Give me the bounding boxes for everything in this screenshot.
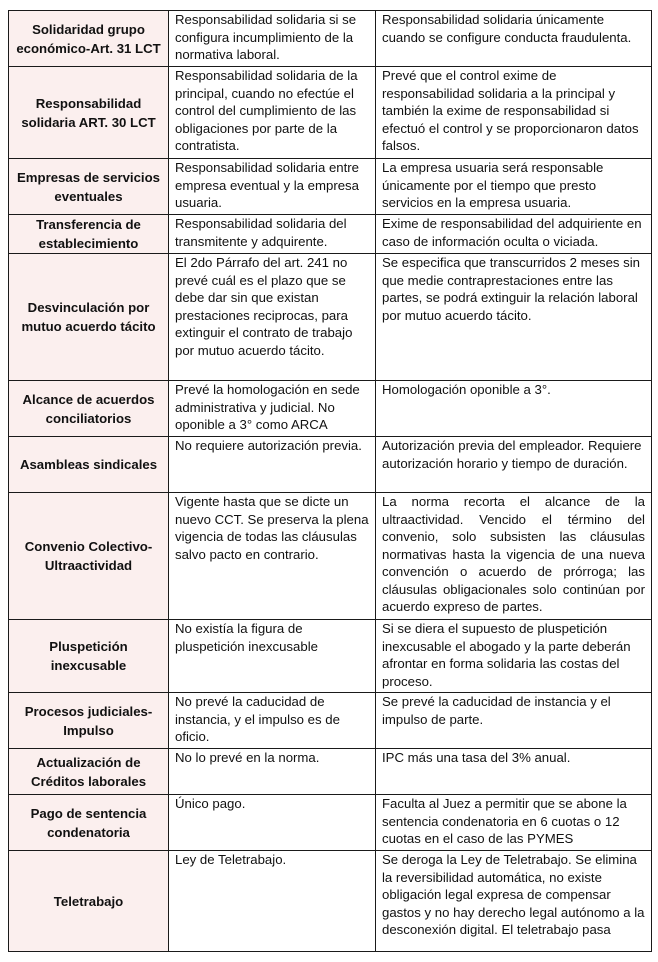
document-page xyxy=(8,10,651,952)
new-regime-cell: La empresa usuaria será responsable únicamente por el tiempo que presto servicios en la empresa usuaria. xyxy=(376,159,652,215)
row-topic: Alcance de acuerdos conciliatorios xyxy=(9,381,169,437)
table-row xyxy=(9,11,652,67)
table-row xyxy=(9,381,652,437)
row-topic: Procesos judiciales-Impulso xyxy=(9,693,169,749)
new-regime-cell: Exime de responsabilidad del adquiriente en caso de información oculta o viciada. xyxy=(376,215,652,254)
row-topic: Teletrabajo xyxy=(9,851,169,952)
new-regime-cell: Se deroga la Ley de Teletrabajo. Se elimina la reversibilidad automática, no existe obligación legal expresa de compensar gastos y no hay derecho legal autónomo a la desconexión digital. El teletrabajo pasa xyxy=(376,851,652,952)
table-row xyxy=(9,437,652,493)
new-regime-cell: Responsabilidad solidaria únicamente cuando se configure conducta fraudulenta. xyxy=(376,11,652,67)
previous-regime-cell: Responsabilidad solidaria del transmitente y adquirente. xyxy=(169,215,376,254)
new-regime-cell: La norma recorta el alcance de la ultraactividad. Vencido el término del convenio, solo subsisten las cláusulas normativas hasta la vigencia de una nueva convención o acuerdo de prórroga; las cláusulas obligacionales solo continúan por acuerdo expreso de partes. xyxy=(376,493,652,620)
table-row xyxy=(9,159,652,215)
table-row xyxy=(9,493,652,620)
new-regime-cell: Se especifica que transcurridos 2 meses sin que medie contraprestaciones entre las partes, se podrá extinguir la relación laboral por mutuo acuerdo tácito. xyxy=(376,254,652,381)
table-row xyxy=(9,254,652,381)
table-row xyxy=(9,620,652,693)
row-topic: Solidaridad grupo económico-Art. 31 LCT xyxy=(9,11,169,67)
row-topic: Asambleas sindicales xyxy=(9,437,169,493)
table-row xyxy=(9,749,652,795)
new-regime-cell: Autorización previa del empleador. Requiere autorización horario y tiempo de duración. xyxy=(376,437,652,493)
new-regime-cell: Se prevé la caducidad de instancia y el impulso de parte. xyxy=(376,693,652,749)
previous-regime-cell: No prevé la caducidad de instancia, y el impulso es de oficio. xyxy=(169,693,376,749)
table-row xyxy=(9,67,652,159)
row-topic: Responsabilidad solidaria ART. 30 LCT xyxy=(9,67,169,159)
table-row xyxy=(9,693,652,749)
previous-regime-cell: El 2do Párrafo del art. 241 no prevé cuál es el plazo que se debe dar sin que existan prestaciones reciprocas, para extinguir el contrato de trabajo por mutuo acuerdo tácito. xyxy=(169,254,376,381)
previous-regime-cell: Prevé la homologación en sede administrativa y judicial. No oponible a 3° como ARCA xyxy=(169,381,376,437)
new-regime-cell: Si se diera el supuesto de pluspetición inexcusable el abogado y la parte deberán afrontar en forma solidaria las costas del proceso. xyxy=(376,620,652,693)
previous-regime-cell: No requiere autorización previa. xyxy=(169,437,376,493)
new-regime-cell: Prevé que el control exime de responsabilidad solidaria a la principal y también la exime de responsabilidad si efectuó el control y se proporcionaron datos falsos. xyxy=(376,67,652,159)
table-row xyxy=(9,851,652,952)
previous-regime-cell: Responsabilidad solidaria de la principal, cuando no efectúe el control del cumplimiento de las obligaciones por parte de la contratista. xyxy=(169,67,376,159)
previous-regime-cell: No existía la figura de pluspetición inexcusable xyxy=(169,620,376,693)
previous-regime-cell: Ley de Teletrabajo. xyxy=(169,851,376,952)
row-topic: Actualización de Créditos laborales xyxy=(9,749,169,795)
previous-regime-cell: Responsabilidad solidaria si se configura incumplimiento de la normativa laboral. xyxy=(169,11,376,67)
previous-regime-cell: Vigente hasta que se dicte un nuevo CCT. Se preserva la plena vigencia de todas las cláusulas salvo pacto en contrario. xyxy=(169,493,376,620)
table-row xyxy=(9,215,652,254)
previous-regime-cell: Responsabilidad solidaria entre empresa eventual y la empresa usuaria. xyxy=(169,159,376,215)
previous-regime-cell: Único pago. xyxy=(169,795,376,851)
comparison-table xyxy=(8,10,652,952)
row-topic: Desvinculación por mutuo acuerdo tácito xyxy=(9,254,169,381)
new-regime-cell: Faculta al Juez a permitir que se abone la sentencia condenatoria en 6 cuotas o 12 cuotas en el caso de las PYMES xyxy=(376,795,652,851)
row-topic: Transferencia de establecimiento xyxy=(9,215,169,254)
new-regime-cell: IPC más una tasa del 3% anual. xyxy=(376,749,652,795)
previous-regime-cell: No lo prevé en la norma. xyxy=(169,749,376,795)
row-topic: Empresas de servicios eventuales xyxy=(9,159,169,215)
row-topic: Pago de sentencia condenatoria xyxy=(9,795,169,851)
table-row xyxy=(9,795,652,851)
new-regime-cell: Homologación oponible a 3°. xyxy=(376,381,652,437)
row-topic: Convenio Colectivo-Ultraactividad xyxy=(9,493,169,620)
row-topic: Pluspetición inexcusable xyxy=(9,620,169,693)
